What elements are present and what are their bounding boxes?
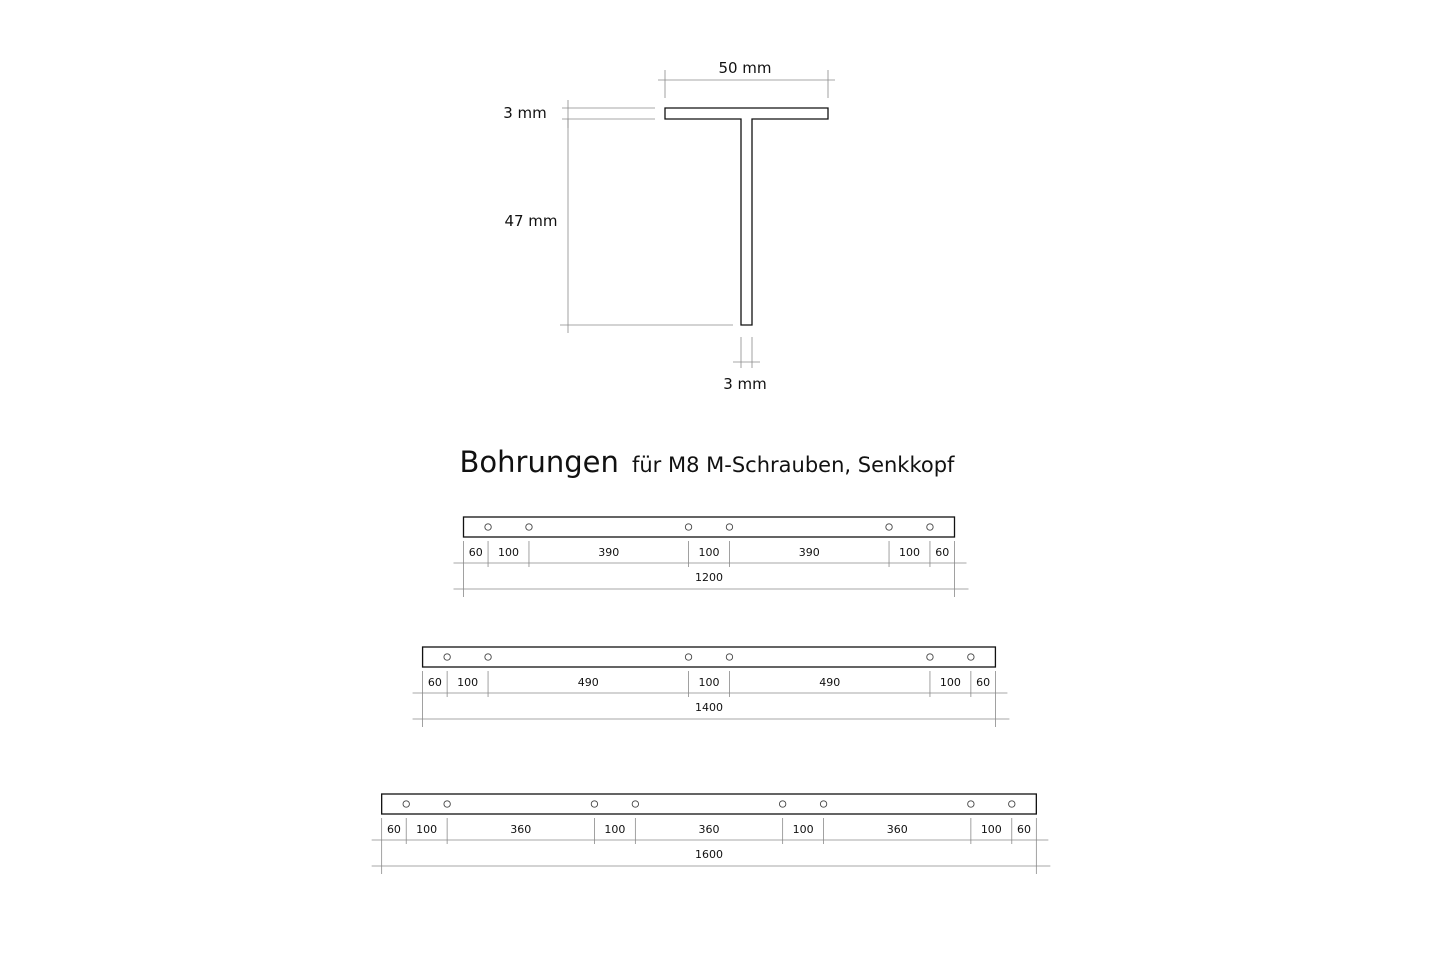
segment-label: 60: [935, 546, 950, 559]
segment-label: 100: [898, 546, 920, 559]
drill-hole: [403, 801, 409, 807]
web-thickness-label: 3 mm: [723, 375, 767, 393]
segment-label: 100: [498, 546, 520, 559]
flange-thickness-dimension: [503, 100, 655, 128]
segment-label: 60: [427, 676, 442, 689]
segment-label: 100: [939, 676, 961, 689]
segment-label: 360: [886, 823, 908, 836]
total-length-label: 1400: [695, 701, 723, 714]
bar-outline: [382, 794, 1037, 814]
web-thickness-dimension: [723, 337, 767, 393]
drilling-bar-1200: [454, 517, 969, 597]
segment-label: 60: [468, 546, 483, 559]
segment-label: 490: [819, 676, 841, 689]
t-profile-outline: [665, 108, 828, 325]
drilling-bar-1600: [372, 794, 1051, 874]
drill-hole: [726, 524, 732, 530]
section-title: [460, 445, 956, 479]
title-sub: für M8 M-Schrauben, Senkkopf: [631, 453, 955, 477]
drill-hole: [927, 524, 933, 530]
drill-hole: [485, 654, 491, 660]
segment-label: 100: [698, 676, 720, 689]
flange-thickness-label: 3 mm: [503, 104, 547, 122]
segment-label: 360: [510, 823, 532, 836]
drilling-bar-1400: [413, 647, 1010, 727]
segment-label: 390: [798, 546, 820, 559]
bar-outline: [423, 647, 996, 667]
segment-label: 100: [457, 676, 479, 689]
segment-label: 60: [1017, 823, 1032, 836]
width-label: 50 mm: [718, 59, 772, 77]
drill-hole: [485, 524, 491, 530]
total-length-label: 1200: [695, 571, 723, 584]
drill-hole: [632, 801, 638, 807]
width-dimension: [658, 59, 835, 98]
drill-hole: [886, 524, 892, 530]
t-profile-section: [503, 59, 835, 393]
segment-label: 60: [976, 676, 991, 689]
drill-hole: [444, 801, 450, 807]
segment-label: 490: [577, 676, 599, 689]
drill-hole: [779, 801, 785, 807]
segment-label: 360: [698, 823, 720, 836]
segment-label: 390: [598, 546, 620, 559]
segment-label: 60: [386, 823, 401, 836]
drill-hole: [820, 801, 826, 807]
drill-hole: [685, 524, 691, 530]
drill-hole: [726, 654, 732, 660]
drill-hole: [526, 524, 532, 530]
drill-hole: [927, 654, 933, 660]
segment-label: 100: [416, 823, 438, 836]
segment-label: 100: [980, 823, 1002, 836]
bar-outline: [464, 517, 955, 537]
total-length-label: 1600: [695, 848, 723, 861]
title-main: Bohrungen: [459, 445, 619, 479]
drilling-bars: [372, 517, 1051, 874]
drill-hole: [444, 654, 450, 660]
drill-hole: [591, 801, 597, 807]
drill-hole: [968, 801, 974, 807]
segment-label: 100: [792, 823, 814, 836]
drill-hole: [968, 654, 974, 660]
height-dimension: [504, 119, 733, 333]
drill-hole: [685, 654, 691, 660]
drill-hole: [1009, 801, 1015, 807]
segment-label: 100: [698, 546, 720, 559]
height-label: 47 mm: [504, 212, 558, 230]
segment-label: 100: [604, 823, 626, 836]
